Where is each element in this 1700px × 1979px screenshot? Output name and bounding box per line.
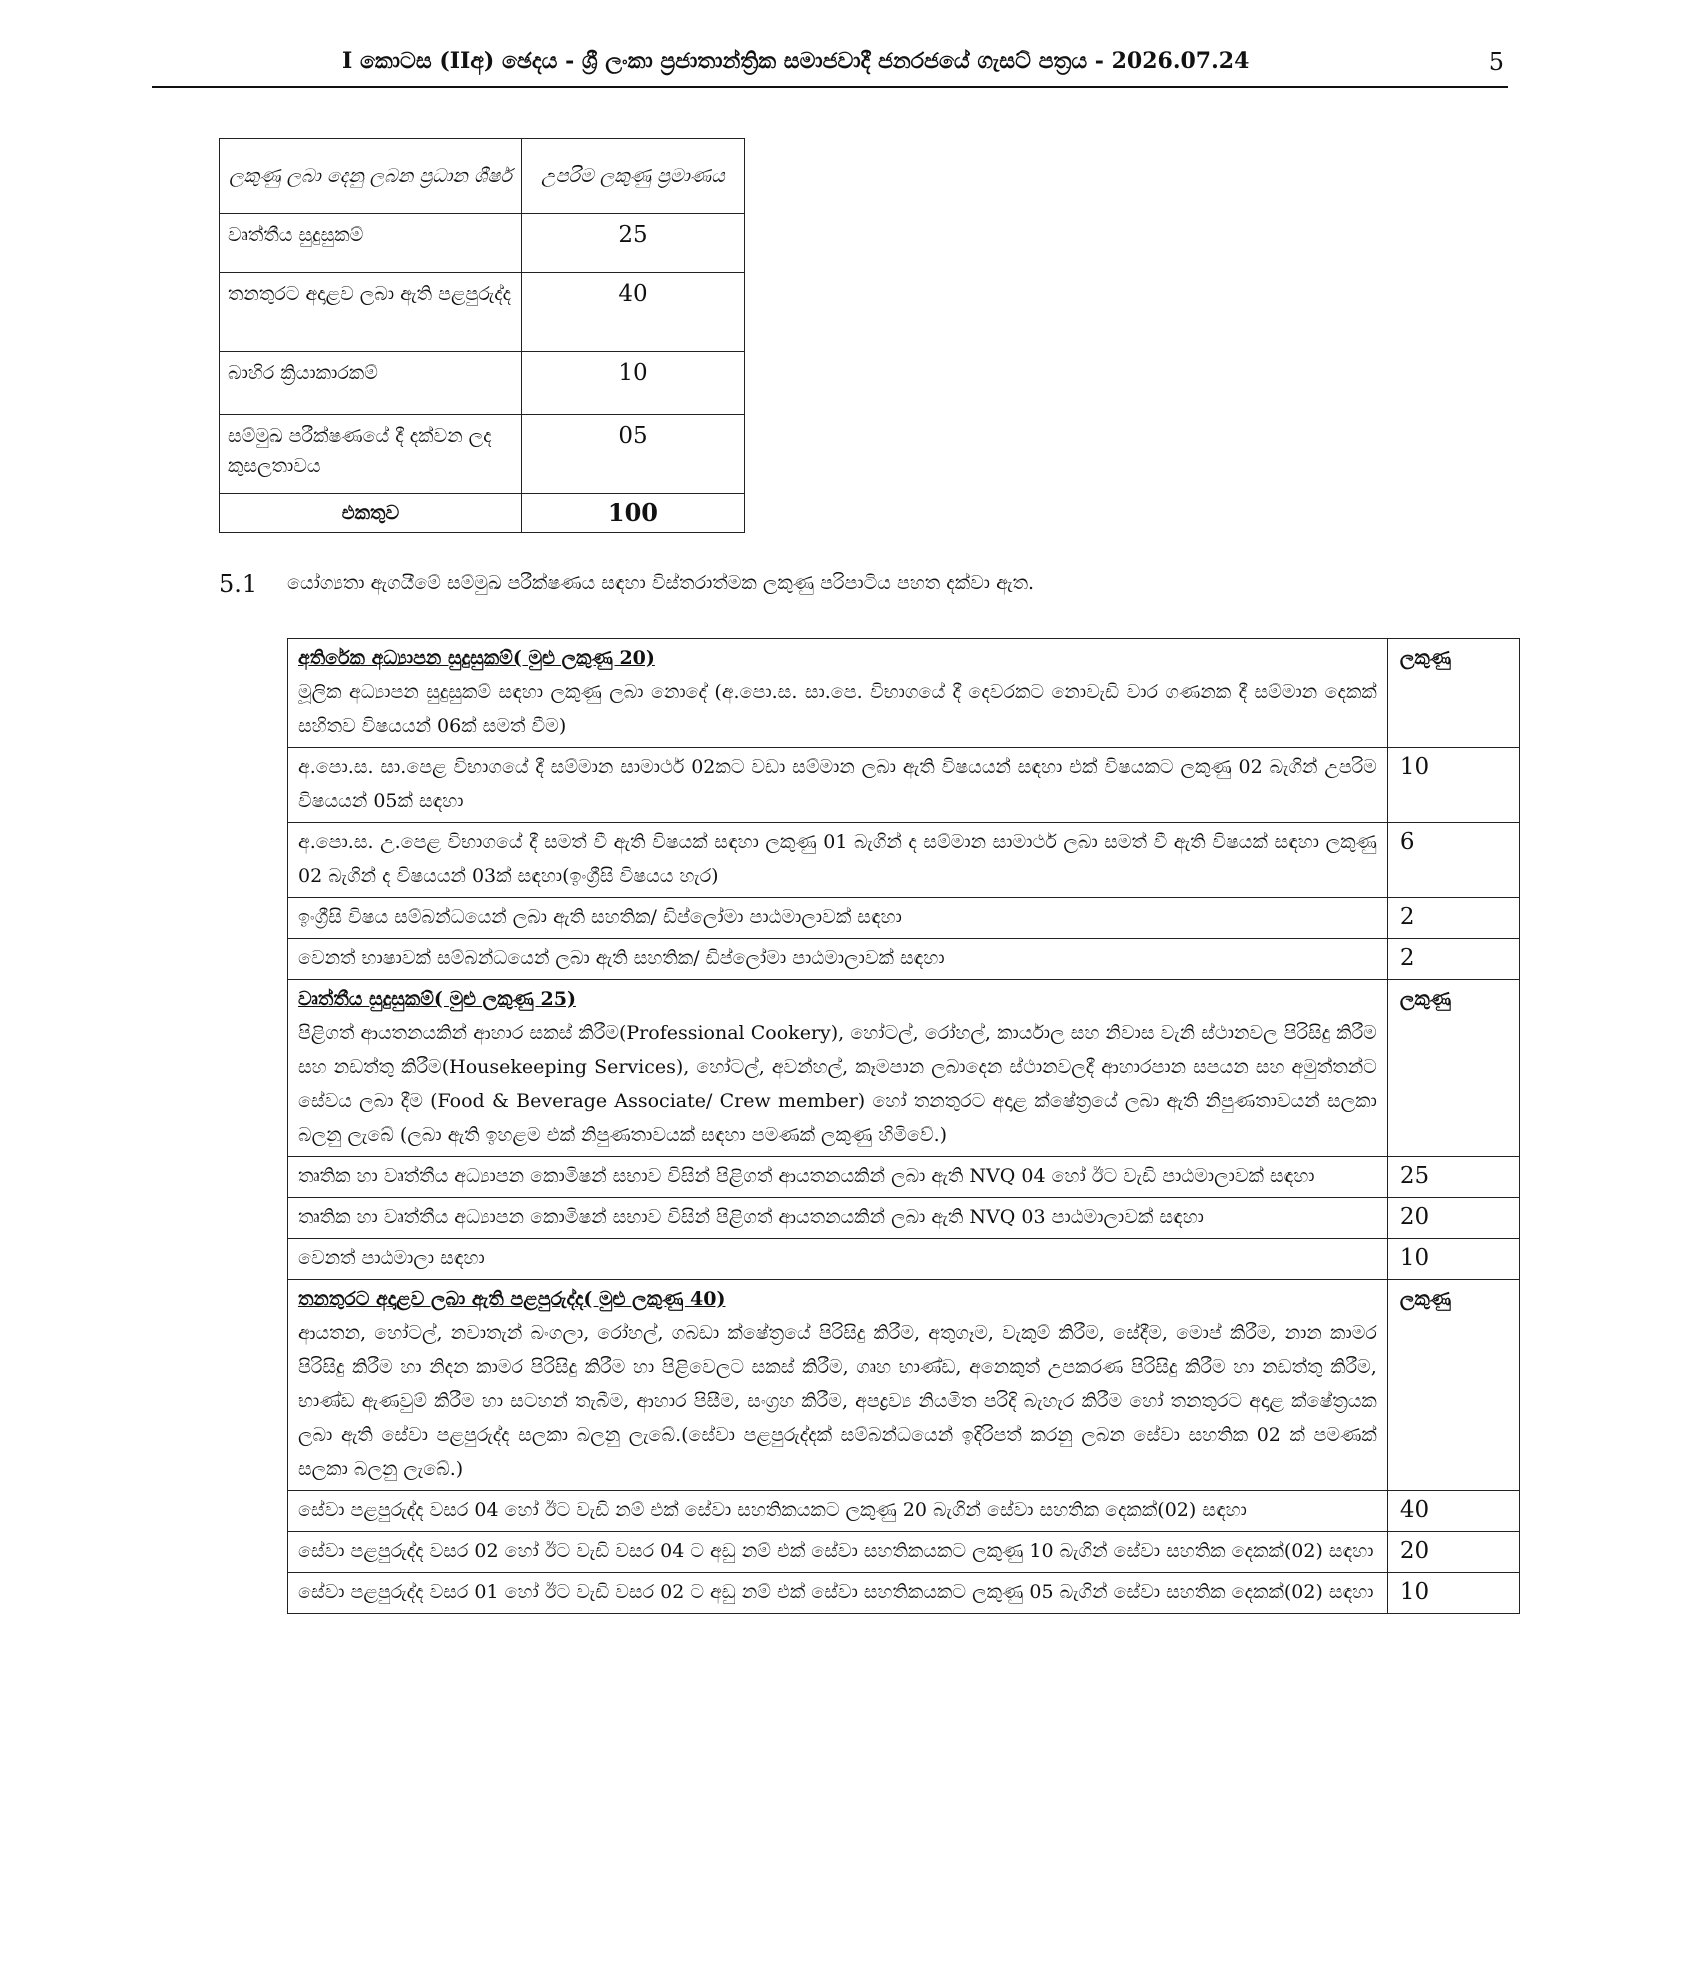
criteria-marks: 20 <box>1387 1198 1519 1239</box>
summary-row <box>220 214 745 273</box>
page-number: 5 <box>1488 48 1504 76</box>
summary-total-value: 100 <box>521 494 744 533</box>
section-text: යෝග්‍යතා ඇගයීමේ සම්මුඛ පරීක්ෂණය සඳහා විස්තරාත්මක ලකුණු පරිපාටිය පහත දක්වා ඇත. <box>287 572 1035 594</box>
criteria-marks: 2 <box>1387 939 1519 980</box>
summary-row <box>220 273 745 352</box>
summary-row <box>220 352 745 415</box>
criteria-row <box>288 1491 1520 1532</box>
section-number: 5.1 <box>219 570 258 598</box>
criteria-row <box>288 898 1520 939</box>
criteria-row <box>288 1532 1520 1573</box>
group-heading-cell <box>288 980 1388 1157</box>
summary-header-row <box>220 139 745 214</box>
criteria-row <box>288 823 1520 898</box>
summary-row-value: 05 <box>521 415 744 494</box>
summary-row-label: වෘත්තීය සුදුසුකම් <box>220 214 522 273</box>
criteria-marks: 40 <box>1387 1491 1519 1532</box>
group-heading: තනතුරට අදාළව ලබා ඇති පළපුරුද්ද( මුළු ලකුණු 40) <box>298 1288 726 1310</box>
summary-total-row <box>220 494 745 533</box>
criteria-marks: 6 <box>1387 823 1519 898</box>
criteria-marks: 20 <box>1387 1532 1519 1573</box>
marks-column-label: ලකුණු <box>1387 980 1519 1157</box>
summary-row-value: 25 <box>521 214 744 273</box>
criteria-description: සේවා පළපුරුද්ද වසර 04 හෝ ඊට වැඩි නම් එක් සේවා සහතිකයකට ලකුණු 20 බැගින් සේවා සහතික දෙකක්(02) සඳහා <box>288 1491 1388 1532</box>
summary-row-value: 10 <box>521 352 744 415</box>
summary-header-max-marks: උපරිම ලකුණු ප්‍රමාණය <box>521 139 744 214</box>
group-heading-row <box>288 980 1520 1157</box>
marks-column-label: ලකුණු <box>1387 639 1519 748</box>
criteria-description: සේවා පළපුරුද්ද වසර 01 හෝ ඊට වැඩි වසර 02 ට අඩු නම් එක් සේවා සහතිකයකට ලකුණු 05 බැගින් සේවා සහතික දෙකක්(02) සඳහා <box>288 1573 1388 1614</box>
marks-column-label: ලකුණු <box>1387 1280 1519 1491</box>
criteria-description: තෘතික හා වෘත්තීය අධ්‍යාපන කොමිෂන් සභාව විසින් පිළිගත් ආයතනයකින් ලබා ඇති NVQ 04 හෝ ඊට වැඩි පාඨමාලාවක් සඳහා <box>288 1157 1388 1198</box>
summary-row-label: තනතුරට අදාළව ලබා ඇති පළපුරුද්ද <box>220 273 522 352</box>
group-heading: වෘත්තීය සුදුසුකම්( මුළු ලකුණු 25) <box>298 988 576 1010</box>
criteria-description: අ.පො.ස. උ.පෙළ විභාගයේ දී සමත් වී ඇති විෂයක් සඳහා ලකුණු 01 බැගින් ද සම්මාන සාමාර්ථ ලබා සමත් වී ඇති විෂයක් සඳහා ලකුණු 02 බැගින් ද විෂයයන් 03ක් සඳහා(ඉංග්‍රීසි විෂයය හැර) <box>288 823 1388 898</box>
criteria-description: සේවා පළපුරුද්ද වසර 02 හෝ ඊට වැඩි වසර 04 ට අඩු නම් එක් සේවා සහතිකයකට ලකුණු 10 බැගින් සේවා සහතික දෙකක්(02) සඳහා <box>288 1532 1388 1573</box>
criteria-description: තෘතික හා වෘත්තීය අධ්‍යාපන කොමිෂන් සභාව විසින් පිළිගත් ආයතනයකින් ලබා ඇති NVQ 03 පාඨමාලාවක් සඳහා <box>288 1198 1388 1239</box>
group-heading-row <box>288 1280 1520 1491</box>
group-heading-cell <box>288 639 1388 748</box>
summary-row-label: සම්මුඛ පරීක්ෂණයේ දී දක්වන ලද කුසලතාවය <box>220 415 522 494</box>
criteria-marks: 25 <box>1387 1157 1519 1198</box>
summary-header-category: ලකුණු ලබා දෙනු ලබන ප්‍රධාන ශීර්ෂ <box>220 139 522 214</box>
criteria-description: ඉංග්‍රීසි විෂය සම්බන්ධයෙන් ලබා ඇති සහතික/ ඩිප්ලෝමා පාඨමාලාවක් සඳහා <box>288 898 1388 939</box>
summary-total-label: එකතුව <box>220 494 522 533</box>
criteria-row <box>288 1573 1520 1614</box>
group-heading-note: මූලික අධ්‍යාපන සුදුසුකම් සඳහා ලකුණු ලබා නොදේ (අ.පො.ස. සා.පෙ. විභාගයේ දී දෙවරකට නොවැඩි වාර ගණනක දී සම්මාන දෙකක් සහිතව විෂයයන් 06ක් සමත් වීම) <box>298 681 1377 737</box>
criteria-row <box>288 939 1520 980</box>
criteria-row <box>288 1198 1520 1239</box>
marks-summary-table <box>219 138 745 533</box>
criteria-description: වෙනත් භාෂාවක් සම්බන්ධයෙන් ලබා ඇති සහතික/ ඩිප්ලෝමා පාඨමාලාවක් සඳහා <box>288 939 1388 980</box>
header-rule <box>152 86 1508 88</box>
summary-row-label: බාහිර ක්‍රියාකාරකම් <box>220 352 522 415</box>
summary-row-value: 40 <box>521 273 744 352</box>
criteria-marks: 10 <box>1387 1573 1519 1614</box>
criteria-row <box>288 748 1520 823</box>
criteria-marks: 10 <box>1387 748 1519 823</box>
criteria-description: වෙනත් පාඨමාලා සඳහා <box>288 1239 1388 1280</box>
criteria-description: අ.පො.ස. සා.පෙළ විභාගයේ දී සම්මාන සාමාර්ථ 02කට වඩා සම්මාන ලබා ඇති විෂයයන් සඳහා එක් විෂයකට ලකුණු 02 බැගින් උපරිම විෂයයන් 05ක් සඳහා <box>288 748 1388 823</box>
summary-row <box>220 415 745 494</box>
gazette-header-title: I කොටස (IIඅ) ඡෙදය - ශ්‍රී ලංකා ප්‍රජාතාන්ත්‍රික සමාජවාදී ජනරජයේ ගැසට් පත්‍රය - 2026.07.24 <box>342 48 1250 74</box>
criteria-row <box>288 1157 1520 1198</box>
group-heading: අතිරේක අධ්‍යාපන සුදුසුකම්( මුළු ලකුණු 20) <box>298 647 655 669</box>
group-heading-note: පිළිගත් ආයතනයකින් ආහාර සකස් කිරීම(Professional Cookery), හෝටල්, රෝහල්, කාර්යාල සහ නිවාස වැනි ස්ථානවල පිරිසිදු කිරීම සහ නඩත්තු කිරීම(Housekeeping Services), හෝටල්, අවන්හල්, කෑමපාන ලබාදෙන ස්ථානවලදී ආහාරපාන සපයන සහ අමුත්තන්ට සේවය ලබා දීම (Food & Beverage Associate/ Crew member) හෝ තනතුරට අදාළ ක්ෂේත්‍රයේ ලබා ඇති නිපුණතාවයන් සලකා බලනු ලැබේ (ලබා ඇති ඉහළම එක් නිපුණතාවයක් සඳහා පමණක් ලකුණු හිමිවේ.) <box>298 1022 1377 1146</box>
criteria-marks: 2 <box>1387 898 1519 939</box>
group-heading-row <box>288 639 1520 748</box>
page-header <box>152 48 1508 88</box>
detailed-marks-table <box>287 638 1520 1614</box>
criteria-row <box>288 1239 1520 1280</box>
criteria-marks: 10 <box>1387 1239 1519 1280</box>
group-heading-note: ආයතන, හෝටල්, නවාතැන් බංගලා, රෝහල්, ගබඩා ක්ෂේත්‍රයේ පිරිසිදු කිරීම, අතුගෑම, වැකුම් කිරීම, සේදීම, මොප් කිරීම, නාන කාමර පිරිසිදු කිරීම හා නිදන කාමර පිරිසිදු කිරීම හා පිළිවෙලට සකස් කිරීම, ගෘහ භාණ්ඩ, අනෙකුත් උපකරණ පිරිසිදු කිරීම හා නඩත්තු කිරීම, භාණ්ඩ ඇණවුම් කිරීම හා සටහන් තැබීම, ආහාර පිසීම, සංග්‍රහ කිරීම, අපද්‍රව්‍ය නියමිත පරිදි බැහැර කිරීම හෝ තනතුරට අදාළ ක්ෂේත්‍රයක ලබා ඇති සේවා පළපුරුද්ද සලකා බලනු ලැබේ.(සේවා පළපුරුද්දක් සම්බන්ධයෙන් ඉදිරිපත් කරනු ලබන සේවා සහතික 02 ක් පමණක් සලකා බලනු ලැබේ.) <box>298 1322 1377 1480</box>
group-heading-cell <box>288 1280 1388 1491</box>
